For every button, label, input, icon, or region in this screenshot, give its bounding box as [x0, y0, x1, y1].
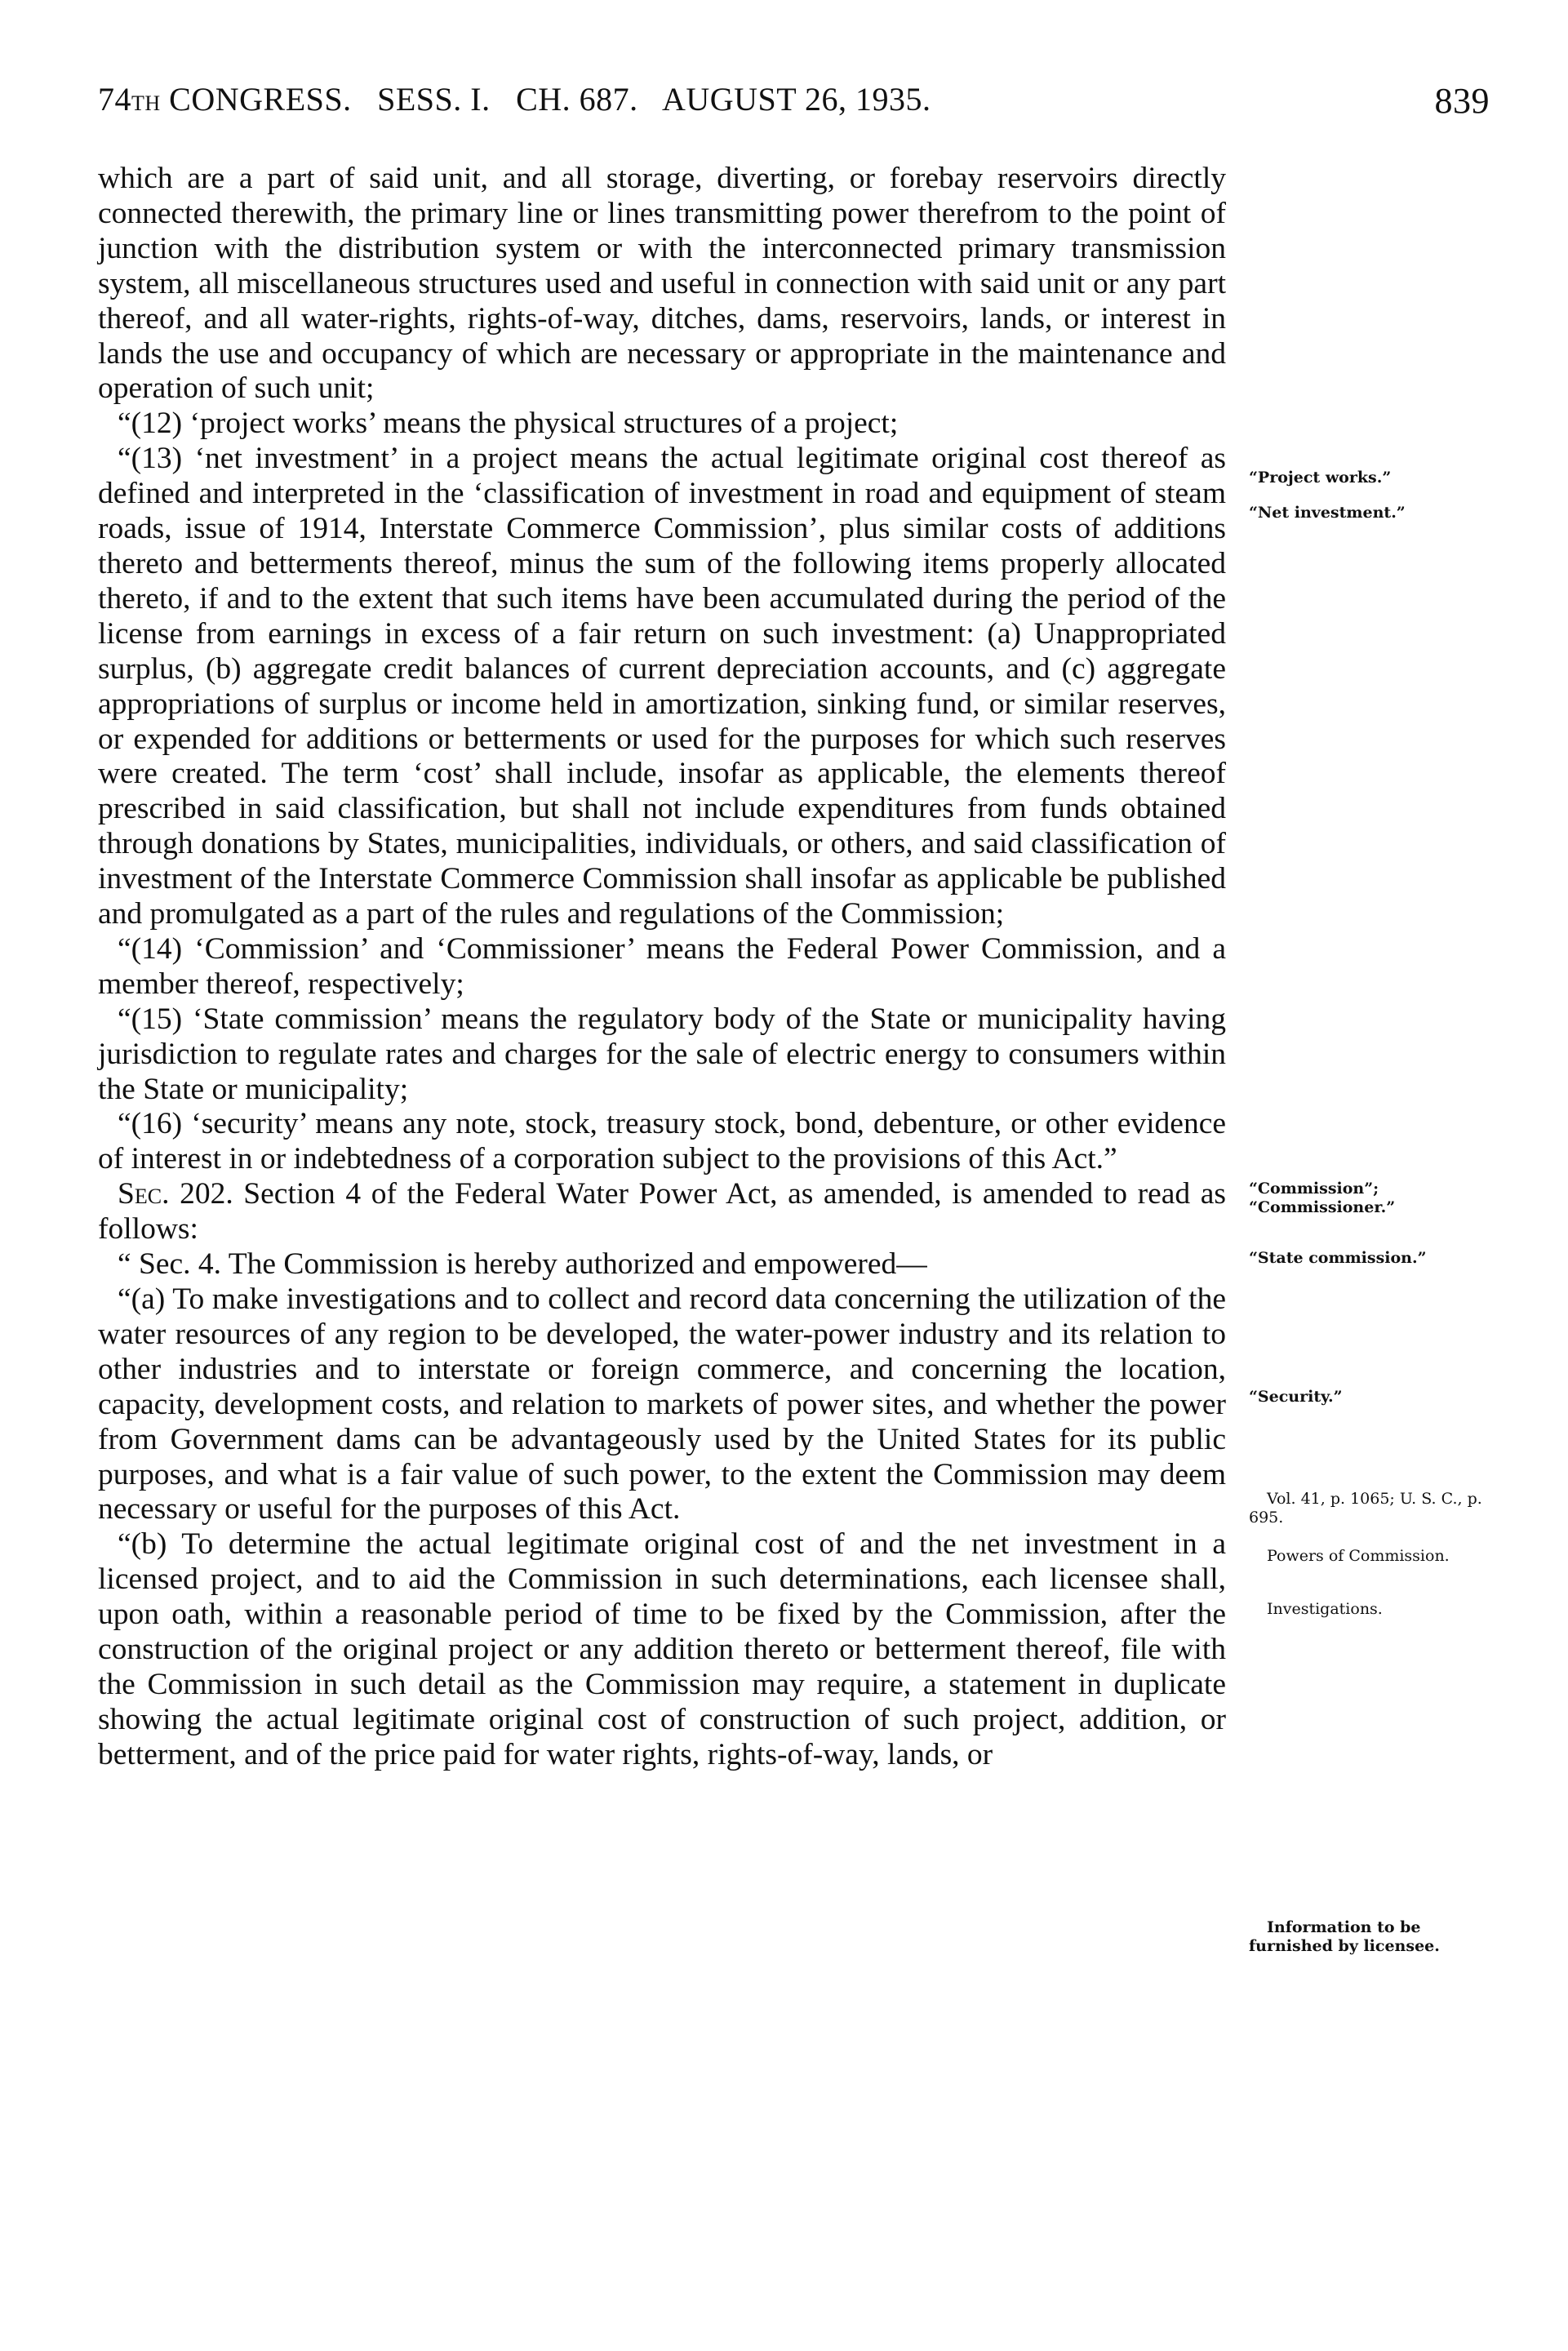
margin-note-citation: Vol. 41, p. 1065; U. S. C., p. 695. [1249, 1490, 1482, 1527]
margin-note-information-licensee: Information to be furnished by licensee. [1249, 1918, 1440, 1955]
margin-note-security: “Security.” [1249, 1388, 1343, 1406]
congress-ordinal-suffix: TH [131, 91, 161, 115]
margin-note-investigations: Investigations. [1267, 1600, 1383, 1618]
running-title [98, 80, 931, 118]
margin-note-state-commission: “State commission.” [1249, 1249, 1427, 1267]
running-header [98, 80, 1490, 126]
paragraph-12-project-works: “(12) ‘project works’ means the physical structures of a project; [118, 407, 899, 441]
section-202-text: 202. Section 4 of the Federal Water Power Act, as amended, is amended to read as follows: [98, 1177, 1226, 1247]
margin-note-net-investment: “Net investment.” [1249, 504, 1406, 522]
paragraph-15-state-commission: “(15) ‘State commission’ means the regulatory body of the State or municipality having jurisdiction to regulate rates and charges for the sale of electric energy to consumers within the State or municipality; [98, 1002, 1226, 1106]
paragraph-sec-202 [98, 1177, 1226, 1247]
paragraph-4b-cost-determination: “(b) To determine the actual legitimate original cost of and the net investment in a licensed project, and to aid the Commission in such determinations, each licensee shall, upon oath, within a reasonable period of time to be fixed by the Commission, after the construction of the original project or any addition thereto or betterment thereof, file with the Commission in such detail as the Commission may require, a statement in duplicate showing the actual legitimate original cost of construction of such project, addition, or betterment, and of the price paid for water rights, rights-of-way, lands, or [98, 1527, 1226, 1771]
running-title-text: CONGRESS. SESS. I. CH. 687. AUGUST 26, 1935. [160, 81, 931, 118]
congress-number: 74 [98, 81, 131, 118]
paragraph-16-security: “(16) ‘security’ means any note, stock, treasury stock, bond, debenture, or other evidence of interest in or indebtedness of a corporation subject to the provisions of this Act.” [98, 1107, 1226, 1176]
paragraph-sec-4: “ Sec. 4. The Commission is hereby authorized and empowered— [118, 1247, 927, 1282]
section-label: Sec. [118, 1177, 170, 1211]
statute-body [98, 162, 1226, 1773]
paragraph-14-commission: “(14) ‘Commission’ and ‘Commissioner’ means the Federal Power Commission, and a member thereof, respectively; [98, 931, 1226, 1001]
paragraph-4a-investigations: “(a) To make investigations and to collect and record data concerning the utilization of the water resources of any region to be developed, the water-power industry and its relation to other industries and to interstate or foreign commerce, and concerning the location, capacity, development costs, and relation to markets of power sites, and whether the power from Government dams can be advantageously used by the United States for its public purposes, and what is a fair value of such power, to the extent the Commission may deem necessary or useful for the purposes of this Act. [98, 1282, 1226, 1527]
margin-note-commission: “Commission”; “Commissioner.” [1249, 1180, 1396, 1216]
page-number: 839 [1434, 81, 1490, 121]
margin-note-powers-of-commission: Powers of Commission. [1267, 1547, 1450, 1565]
paragraph-13-net-investment: “(13) ‘net investment’ in a project means the actual legitimate original cost thereof as defined and interpreted in the ‘classification of investment in road and equipment of steam roads, issue of 1914, Interstate Commerce Commission’, plus similar costs of additions thereto and betterments thereof, minus the sum of the following items properly allocated thereto, if and to the extent that such items have been accumulated during the period of the license from earnings in excess of a fair return on such investment: (a) Unappropriated surplus, (b) aggregate credit balances of current depreciation accounts, and (c) aggregate appropriations of surplus or income held in amortization, sinking fund, or similar reserves, or expended for additions or betterments or used for the purposes for which such reserves were created. The term ‘cost’ shall include, insofar as applicable, the elements thereof prescribed in said classification, but shall not include expenditures from funds obtained through donations by States, municipalities, individuals, or others, and said classification of investment of the Interstate Commerce Commission shall insofar as applicable be published and promulgated as a part of the rules and regulations of the Commission; [98, 442, 1226, 931]
paragraph-continuation: which are a part of said unit, and all storage, diverting, or forebay reservoirs directly connected therewith, the primary line or lines transmitting power therefrom to the point of junction with the distribution system or with the interconnected primary transmission system, all miscellaneous structures used and useful in connection with said unit or any part thereof, and all water-rights, rights-of-way, ditches, dams, reservoirs, lands, or interest in lands the use and occupancy of which are necessary or appropriate in the maintenance and operation of such unit; [98, 162, 1226, 406]
margin-note-project-works: “Project works.” [1249, 469, 1392, 487]
